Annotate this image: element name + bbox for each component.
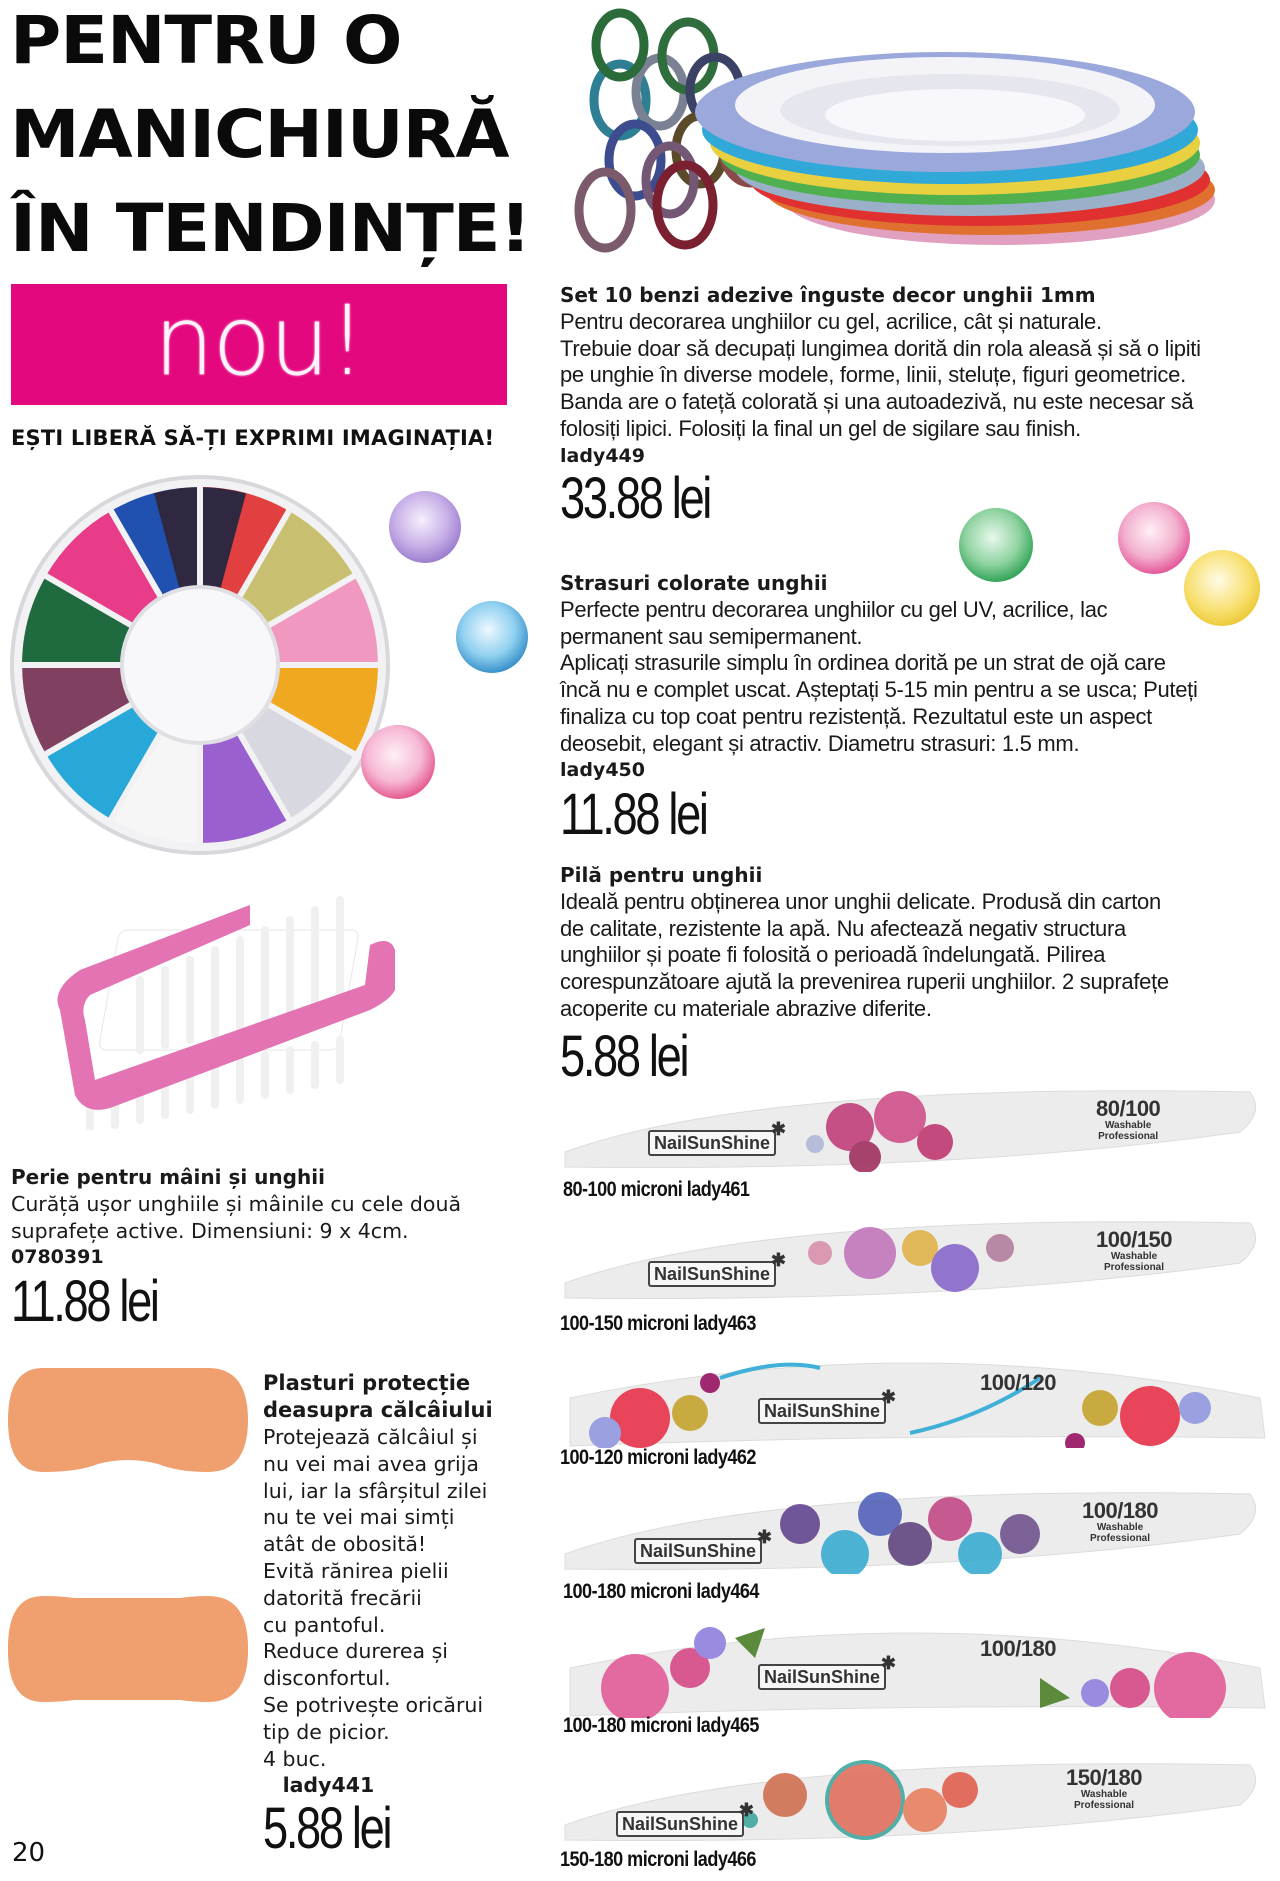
- product-price: 11.88 lei: [11, 1269, 158, 1334]
- product-title: Set 10 benzi adezive înguste decor unghii 1mm: [560, 283, 1096, 307]
- grit-label: 100/150 Washable Professional: [1096, 1227, 1173, 1273]
- nail-file-variant-5-label: 100-180 microni lady465: [563, 1714, 759, 1737]
- new-badge: [11, 284, 507, 405]
- rhinestone-wheel-image: [10, 470, 400, 870]
- nail-file-variant-4-label: 100-180 microni lady464: [563, 1580, 759, 1603]
- nail-file-variant-5-image: [560, 1608, 1270, 1718]
- desc-line: Curăță ușor unghiile și mâinile cu cele două: [11, 1192, 462, 1216]
- qty-code-line: [263, 1746, 553, 1800]
- desc-line: permanent sau semipermanent.: [560, 623, 863, 649]
- desc-line: Aplicați strasurile simplu în ordinea dorită pe un strat de ojă care: [560, 650, 1166, 676]
- headline-line-1: PENTRU O: [10, 2, 402, 79]
- nail-file-variant-1-image: [560, 1072, 1260, 1172]
- desc-line: tip de picior.: [263, 1719, 390, 1744]
- product-code: 0780391: [11, 1246, 104, 1268]
- desc-line: unghiilor și poate fi folosită o perioadă îndelungată. Pilirea: [560, 942, 1106, 968]
- brand-logo: NailSunShine ✱: [648, 1261, 776, 1287]
- product-rhinestones: [560, 570, 1270, 848]
- product-title: [263, 1370, 553, 1424]
- page-number: 20: [12, 1838, 46, 1868]
- product-nail-file: [560, 862, 1270, 1087]
- grit-label: 150/180 Washable Professional: [1066, 1765, 1143, 1811]
- product-price: 33.88 lei: [560, 465, 710, 531]
- desc-line: încă nu e complet uscat. Așteptați 5-15 min pentru a se usca; Puteți: [560, 677, 1198, 703]
- grit-label: 80/100 Washable Professional: [1096, 1096, 1161, 1142]
- heel-patches-image: [8, 1368, 253, 1823]
- headline-line-2: MANICHIURĂ: [10, 96, 509, 173]
- desc-line: deosebit, elegant și atractiv. Diametru strasuri: 1.5 mm.: [560, 730, 1080, 756]
- product-title: Pilă pentru unghii: [560, 863, 763, 887]
- brand-logo: NailSunShine ✱: [634, 1538, 762, 1564]
- desc-line: Ideală pentru obținerea unor unghii delicate. Produsă din carton: [560, 889, 1161, 914]
- desc-line: atât de obosită!: [263, 1532, 427, 1557]
- desc-line: Perfecte pentru decorarea unghiilor cu gel UV, acrilice, lac: [560, 597, 1108, 622]
- desc-line: nu vei mai avea grija: [263, 1451, 479, 1476]
- product-tapes: [560, 282, 1270, 529]
- desc-line: cu pantoful.: [263, 1612, 386, 1637]
- desc-line: finaliza cu top coat pentru rezistență. Rezultatul este un aspect: [560, 703, 1152, 729]
- desc-line: de calitate, rezistente la apă. Nu afectează negativ structura: [560, 915, 1126, 941]
- purple-gem-image: [389, 491, 461, 563]
- nail-brush-image: [40, 870, 410, 1130]
- desc-line: Reduce durerea și: [263, 1639, 448, 1664]
- grit-label: 100/180 Washable Professional: [1082, 1498, 1159, 1544]
- product-price: 5.88 lei: [263, 1796, 391, 1862]
- blue-gem-image: [456, 601, 528, 673]
- headline-line-3: ÎN TENDINȚE!: [10, 190, 531, 267]
- desc-line: Trebuie doar să decupați lungimea dorită din rola aleasă și să o lipiti: [560, 335, 1201, 361]
- desc-line: disconfortul.: [263, 1666, 391, 1691]
- desc-line: Banda are o fateță colorată și una autoadezivă, nu este necesar să: [560, 389, 1194, 415]
- nail-file-variant-3-label: 100-120 microni lady462: [560, 1446, 756, 1469]
- product-price: 5.88 lei: [560, 1023, 688, 1089]
- product-description: [560, 597, 1270, 757]
- desc-line: Protejează călcâiul și: [263, 1425, 478, 1449]
- title-line: Plasturi protecție: [263, 1371, 471, 1395]
- nail-file-variant-6-label: 150-180 microni lady466: [560, 1848, 756, 1871]
- product-title: Perie pentru mâini și unghii: [11, 1165, 325, 1189]
- quantity: 4 buc.: [263, 1746, 327, 1771]
- desc-line: acoperite cu materiale abrazive diferite.: [560, 995, 932, 1021]
- desc-line: Pentru decorarea unghiilor cu gel, acrilice, cât și naturale.: [560, 309, 1102, 334]
- desc-line: Evită rănirea pielii: [263, 1558, 449, 1583]
- grit-label: 100/180: [980, 1636, 1057, 1661]
- product-code: lady450: [560, 759, 645, 782]
- brand-logo: NailSunShine ✱: [616, 1811, 744, 1837]
- new-badge-label: nou!: [153, 284, 365, 397]
- tagline: EȘTI LIBERĂ SĂ-ȚI EXPRIMI IMAGINAȚIA!: [11, 426, 495, 450]
- product-description: [11, 1191, 531, 1244]
- brand-logo: NailSunShine ✱: [648, 1130, 776, 1156]
- nail-file-variant-3-image: [560, 1338, 1270, 1448]
- product-code: lady449: [560, 444, 645, 467]
- adhesive-tapes-image: [520, 0, 1280, 280]
- pink-gem-image: [1118, 502, 1190, 574]
- pink-gem-image: [361, 725, 435, 799]
- brand-logo: NailSunShine ✱: [758, 1398, 886, 1424]
- nail-file-variant-2-image: [560, 1203, 1260, 1303]
- desc-line: folosiți lipici. Folosiți la final un gel de sigilare sau finish.: [560, 415, 1081, 441]
- desc-line: nu te vei mai simți: [263, 1505, 455, 1530]
- product-code: lady441: [282, 1773, 375, 1798]
- product-description: [560, 889, 1270, 1023]
- grit-label: 100/120: [980, 1370, 1057, 1395]
- nail-file-variant-2-label: 100-150 microni lady463: [560, 1312, 756, 1335]
- nail-file-variant-4-image: [560, 1474, 1260, 1574]
- product-title: Strasuri colorate unghii: [560, 571, 828, 595]
- page-headline: [10, 0, 530, 276]
- product-brush: [11, 1164, 531, 1332]
- nail-file-variant-6-image: [560, 1745, 1260, 1845]
- product-heel-patch: [263, 1370, 553, 1862]
- desc-line: pe unghie în diverse modele, forme, linii, steluțe, figuri geometrice.: [560, 362, 1186, 388]
- desc-line: Se potrivește oricărui: [263, 1692, 484, 1717]
- desc-line: suprafețe active. Dimensiuni: 9 x 4cm.: [11, 1218, 409, 1243]
- product-price: 11.88 lei: [560, 782, 707, 848]
- desc-line: datorită frecării: [263, 1585, 422, 1610]
- desc-line: corespunzătoare ajută la prevenirea ruperii unghiilor. 2 suprafețe: [560, 969, 1169, 995]
- brand-logo: NailSunShine ✱: [758, 1664, 886, 1690]
- product-description: [560, 309, 1270, 443]
- nail-file-variant-1-label: 80-100 microni lady461: [563, 1178, 750, 1201]
- title-line: deasupra călcâiului: [263, 1398, 493, 1422]
- product-description: [263, 1424, 553, 1799]
- desc-line: lui, iar la sfârșitul zilei: [263, 1478, 488, 1503]
